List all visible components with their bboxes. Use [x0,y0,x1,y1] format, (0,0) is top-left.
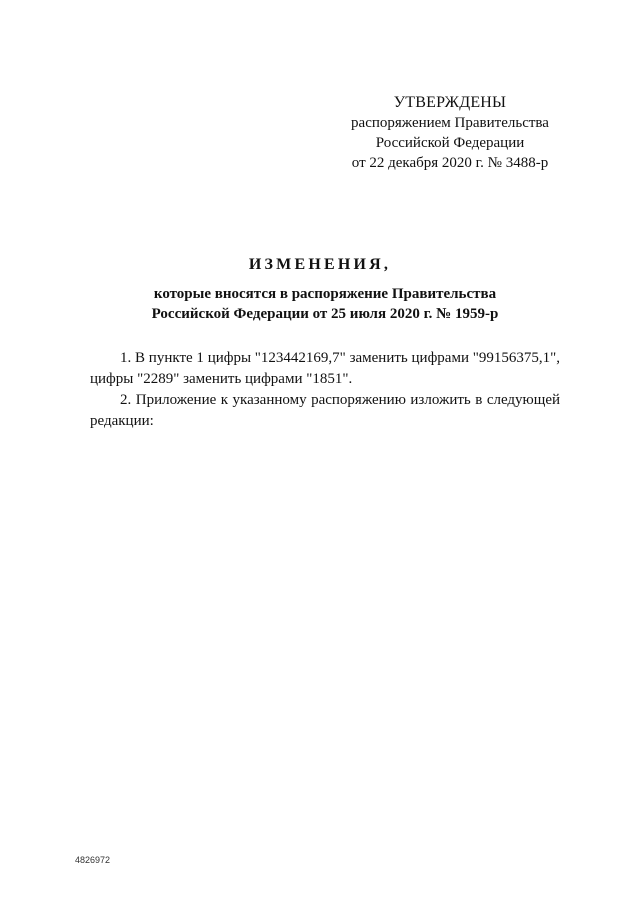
document-title: ИЗМЕНЕНИЯ, [248,256,392,273]
document-subtitle [80,284,570,324]
approval-line-2: Российской Федерации [375,135,525,151]
document-subtitle-line-2: Российской Федерации от 25 июля 2020 г. № 1959-р [151,306,499,322]
document-body [90,348,560,432]
approval-title: УТВЕРЖДЕНЫ [393,94,507,111]
approval-line-3: от 22 декабря 2020 г. № 3488-р [351,155,549,171]
approval-block [330,93,570,173]
document-subtitle-line-1: которые вносятся в распоряжение Правительства [153,286,497,302]
paragraph-2: 2. Приложение к указанному распоряжению изложить в следующей редакции: [90,392,560,429]
document-number: 4826972 [75,855,111,865]
paragraph-1: 1. В пункте 1 цифры "123442169,7" заменить цифрами "99156375,1", цифры "2289" заменить цифрами "1851". [90,350,560,387]
approval-line-1: распоряжением Правительства [351,115,549,131]
